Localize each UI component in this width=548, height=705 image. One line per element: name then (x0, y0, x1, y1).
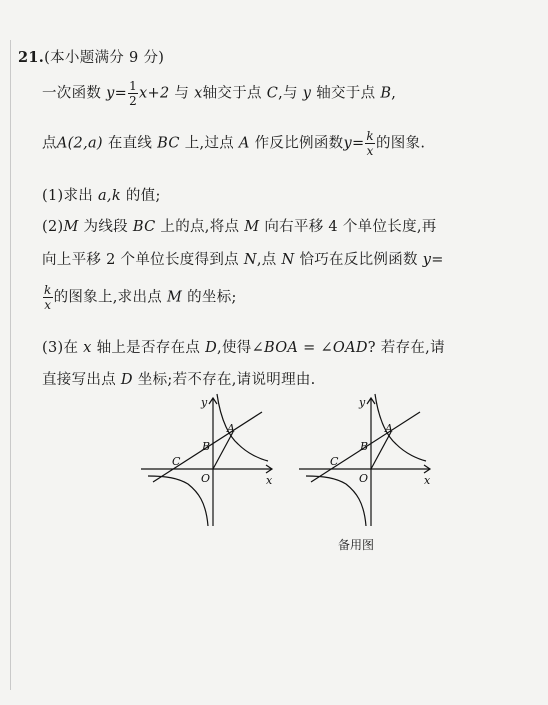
part-vars: a,k (97, 188, 121, 204)
fraction-one-half (128, 80, 138, 107)
label-c: C (172, 455, 181, 468)
hyperbola-branch-3 (148, 476, 208, 526)
stem-var-y: y (343, 135, 352, 152)
graph-main (138, 392, 278, 534)
part-1 (42, 184, 161, 205)
stem-point-b: B (380, 85, 392, 102)
frac-num: k (366, 129, 374, 143)
stem-var-y: y (106, 85, 115, 102)
question-header (18, 46, 164, 67)
label-a: A (227, 422, 235, 435)
graph-main-svg (138, 392, 278, 530)
part-line-bc: BC (132, 219, 156, 235)
part-var-y: y (422, 252, 432, 268)
part-text: ,使得 (217, 340, 252, 356)
part-text: 的图象上,求出点 (53, 289, 163, 306)
stem-text: 与 (174, 85, 190, 102)
part-3-line-2 (42, 368, 316, 389)
part-2-line-3 (42, 284, 237, 311)
part-text: (3)在 (42, 340, 79, 356)
stem-point-a: A (238, 135, 250, 152)
label-c: C (330, 455, 339, 468)
frac-num: k (44, 283, 52, 297)
part-text: ? 若存在,请 (367, 340, 445, 356)
part-text: 轴上是否存在点 (96, 340, 201, 356)
part-text: 恰巧在反比例函数 (299, 252, 418, 268)
part-var-x: x (83, 340, 92, 356)
fraction-k-over-x (43, 284, 53, 311)
hyperbola-branch-3 (306, 476, 366, 526)
hyperbola-branch-1 (217, 394, 268, 461)
graph-caption: 备用图 (338, 538, 375, 552)
stem-point-a: A(2,a) (56, 135, 103, 152)
stem-line-2 (42, 130, 425, 157)
stem-text: 轴交于点 (202, 85, 262, 102)
part-point-m: M (63, 219, 79, 235)
part-eq: = (431, 252, 444, 268)
graph-backup (296, 392, 436, 534)
stem-var-y: y (302, 85, 312, 102)
stem-eq: = (114, 85, 128, 102)
label-x: x (424, 474, 431, 487)
hyperbola-branch-1 (375, 394, 426, 461)
part-angle-eq: ∠BOA = ∠OAD (251, 340, 368, 356)
stem-text: 作反比例函数 (254, 135, 344, 152)
part-point-d: D (205, 340, 218, 356)
stem-text: 轴交于点 (316, 85, 376, 102)
part-point-m: M (244, 219, 260, 235)
part-point-d: D (120, 372, 133, 388)
part-3-line-1 (42, 336, 445, 357)
part-text: 为线段 (83, 219, 128, 235)
label-y: y (201, 396, 208, 409)
stem-var-x: x (194, 85, 203, 102)
stem-text: ,与 (278, 85, 298, 102)
stem-text: 点 (42, 135, 57, 152)
frac-num: 1 (129, 79, 138, 93)
frac-den: 2 (129, 94, 138, 108)
part-text: 坐标;若不存在,请说明理由. (137, 372, 316, 388)
frac-den: x (44, 298, 52, 312)
stem-text: 一次函数 (42, 85, 102, 102)
part-text: 的坐标; (187, 289, 237, 306)
part-text: 向上平移 2 个单位长度得到点 (42, 252, 239, 268)
part-text: (2) (42, 219, 64, 235)
label-a: A (385, 422, 393, 435)
stem-point-c: C (266, 85, 279, 102)
question-score: (本小题满分 9 分) (44, 50, 165, 66)
part-text: ,点 (256, 252, 277, 268)
label-b: B (202, 440, 211, 453)
part-text: 的值; (125, 188, 161, 204)
label-o: O (201, 472, 211, 485)
part-point-m: M (167, 289, 183, 306)
label-y: y (359, 396, 366, 409)
stem-line-bc: BC (157, 135, 180, 152)
stem-line-1 (42, 80, 396, 107)
label-b: B (360, 440, 369, 453)
part-point-n: N (281, 252, 295, 268)
part-text: 直接写出点 (42, 372, 116, 388)
part-text: (1)求出 (42, 188, 94, 204)
stem-eq: = (351, 135, 365, 152)
stem-text: 在直线 (107, 135, 153, 152)
label-x: x (266, 474, 273, 487)
margin-line (10, 40, 11, 690)
graph-backup-svg (296, 392, 436, 530)
part-2-line-1 (42, 215, 437, 236)
part-text: 向右平移 4 个单位长度,再 (264, 219, 437, 235)
stem-text: 的图象. (375, 135, 426, 152)
label-o: O (359, 472, 369, 485)
fraction-k-over-x (365, 130, 375, 157)
stem-text: 上,过点 (184, 135, 234, 152)
stem-eq-rest: x+2 (139, 85, 170, 102)
stem-text: , (391, 85, 397, 102)
frac-den: x (366, 144, 374, 158)
part-point-n: N (243, 252, 257, 268)
question-number: 21. (18, 49, 45, 66)
part-text: 上的点,将点 (160, 219, 240, 235)
part-2-line-2 (42, 248, 444, 269)
